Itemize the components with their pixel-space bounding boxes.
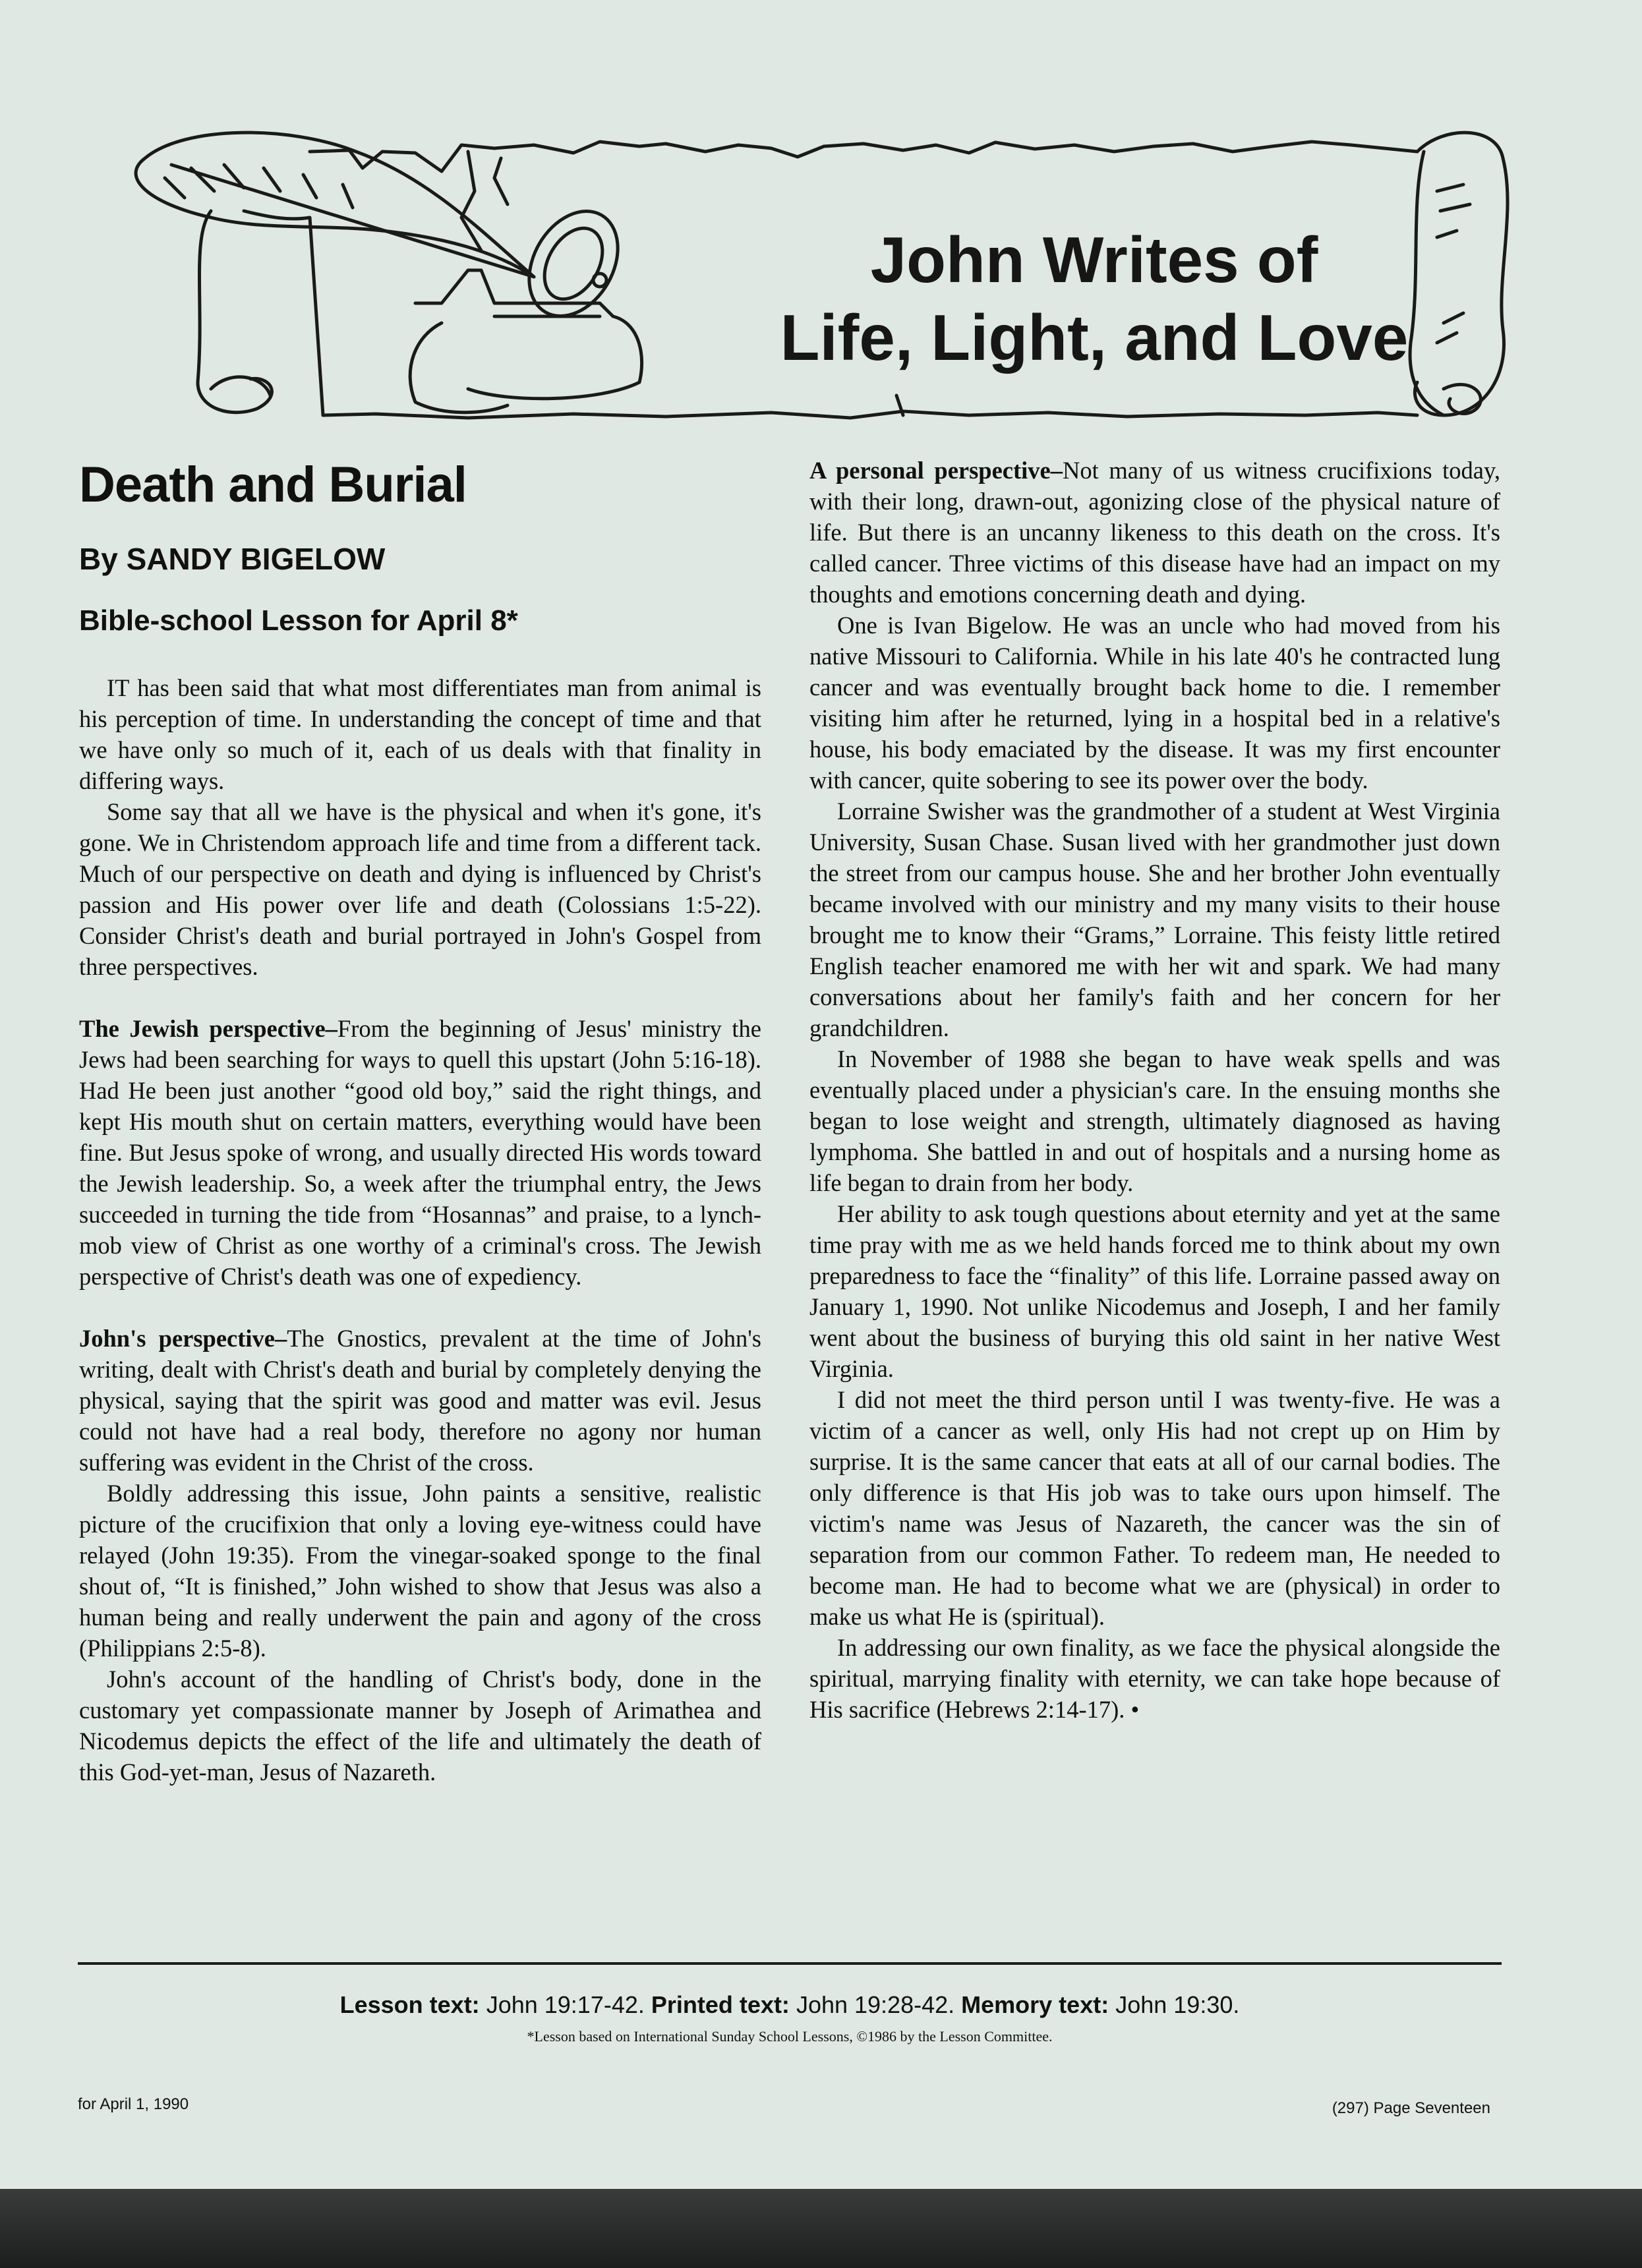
body-paragraph [809, 1043, 1500, 1198]
bottom-rule [78, 1962, 1502, 1965]
paragraph-text: Some say that all we have is the physical and when it's gone, it's gone. We in Christendom approach life and time from a different tack. Much of our perspective on death and dying is influenced by Christ's passion and His power over life and death (Colossians 1:5-22). Consider Christ's death and burial portrayed in John's Gospel from three perspectives. [79, 798, 761, 980]
paragraph-text: One is Ivan Bigelow. He was an uncle who had moved from his native Missouri to California. While in his late 40's he contracted lung cancer and was eventually brought back home to die. I remember visiting him after he returned, lying in a hospital bed in a relative's house, his body emaciated by the disease. It was my first encounter with cancer, quite sobering to see its power over the body. [809, 612, 1500, 794]
body-paragraph [79, 1478, 761, 1664]
paragraph-text: Her ability to ask tough questions about eternity and yet at the same time pray with me as we held hands forced me to think about my own preparedness to face the “finality” of this life. Lorraine passed away on January 1, 1990. Not unlike Nicodemus and Joseph, I and her family went about the business of burying this old saint in her native West Virginia. [809, 1200, 1500, 1382]
body-paragraph [79, 796, 761, 982]
paragraph-text: The Gnostics, prevalent at the time of John's writing, dealt with Christ's death and burial by completely denying the physical, saying that the spirit was good and matter was evil. Jesus could not have had a real body, therefore no agony nor human suffering was evident in the Christ of the cross. [79, 1325, 761, 1476]
lesson-text-label: Lesson text: [339, 1991, 480, 2018]
paragraph-text: From the beginning of Jesus' ministry the Jews had been searching for ways to quell this upstart (John 5:16-18). Had He been just another “good old boy,” said the right things, and kept His mouth shut on certain matters, everything would have been fine. But Jesus spoke of wrong, and usually directed His words toward the Jewish leadership. So, a week after the triumphal entry, the Jews succeeded in turning the tide from “Hosannas” and praise, to a lynch-mob view of Christ as one worthy of a criminal's cross. The Jewish perspective of Christ's death was one of expediency. [79, 1015, 761, 1290]
article-headline: Death and Burial [79, 457, 467, 513]
paragraph-text: IT has been said that what most differentiates man from animal is his perception of time. In understanding the concept of time and that we have only so much of it, each of us deals with that finality in differing ways. [79, 674, 761, 794]
body-paragraph [809, 1632, 1500, 1725]
author-name: SANDY BIGELOW [126, 542, 386, 576]
title-banner [73, 105, 1516, 435]
page-edge-shadow [0, 2189, 1642, 2268]
paragraph-lead: The Jewish perspective– [79, 1015, 337, 1042]
body-paragraph [809, 1384, 1500, 1632]
paragraph-text: In addressing our own finality, as we face the physical alongside the spiritual, marrying finality with eternity, we can take hope because of His sacrifice (Hebrews 2:14-17). • [809, 1634, 1500, 1723]
paragraph-text: Boldly addressing this issue, John paints a sensitive, realistic picture of the crucifixion that only a loving eye-witness could have relayed (John 19:35). From the vinegar-soaked sponge to the final shout of, “It is finished,” John wished to show that Jesus was also a human being and really underwent the pain and agony of the cross (Philippians 2:5-8). [79, 1480, 761, 1662]
body-paragraph [809, 610, 1500, 796]
right-body-text [809, 455, 1500, 1725]
paragraph-text: John's account of the handling of Christ's body, done in the customary yet compassionate manner by Joseph of Arimathea and Nicodemus depicts the effect of the life and ultimately the death of this God-yet-man, Jesus of Nazareth. [79, 1666, 761, 1786]
memory-text-label: Memory text: [961, 1991, 1109, 2018]
printed-text-label: Printed text: [651, 1991, 790, 2018]
footer-date: for April 1, 1990 [78, 2095, 189, 2113]
banner-title-line2: Life, Light, and Love [780, 301, 1409, 374]
body-paragraph [79, 1664, 761, 1788]
paragraph-text: I did not meet the third person until I was twenty-five. He was a victim of a cancer as well, only His had not crept up on Him by surprise. It is the same cancer that eats at all of our carnal bodies. The only difference is that His job was to take ours upon himself. The victim's name was Jesus of Nazareth, the cancer was the sin of separation from our common Father. To redeem man, He needed to become man. He had to become what we are (physical) in order to make us what He is (spiritual). [809, 1386, 1500, 1630]
printed-text-value: John 19:28-42. [796, 1991, 955, 2018]
left-body-text [79, 672, 761, 1788]
byline-prefix: By [79, 542, 118, 576]
body-paragraph [79, 1323, 761, 1478]
lesson-text-value: John 19:17-42. [486, 1991, 645, 2018]
footer-page-number: (297) Page Seventeen [1332, 2099, 1490, 2117]
paragraph-text: In November of 1988 she began to have weak spells and was eventually placed under a physician's care. In the ensuing months she began to lose weight and strength, ultimately diagnosed as having lymphoma. She battled in and out of hospitals and a nursing home as life began to drain from her body. [809, 1045, 1500, 1196]
scripture-references [78, 1991, 1502, 2020]
paragraph-text: Not many of us witness crucifixions today, with their long, drawn-out, agonizing close of the physical nature of life. But there is an uncanny likeness to this death on the cross. It's called cancer. Three victims of this disease have had an impact on my thoughts and emotions concerning death and dying. [809, 457, 1500, 608]
lesson-subtitle: Bible-school Lesson for April 8* [79, 604, 518, 637]
paragraph-text: Lorraine Swisher was the grandmother of a student at West Virginia University, Susan Chase. Susan lived with her grandmother just down the street from our campus house. She and her brother John eventually became involved with our ministry and my many visits to their house brought me to know their “Grams,” Lorraine. This feisty little retired English teacher enamored me with her wit and spark. We had many conversations about her family's faith and her concern for her grandchildren. [809, 798, 1500, 1041]
body-paragraph [809, 796, 1500, 1043]
paragraph-lead: A personal perspective– [809, 457, 1063, 484]
banner-title-line1: John Writes of [870, 223, 1318, 296]
banner-title [666, 221, 1523, 376]
body-paragraph [79, 672, 761, 796]
footnote: *Lesson based on International Sunday School Lessons, ©1986 by the Lesson Committee. [527, 2028, 1053, 2045]
left-column [79, 455, 761, 1788]
memory-text-value: John 19:30. [1115, 1991, 1240, 2018]
body-paragraph [809, 455, 1500, 610]
right-column [809, 455, 1500, 1725]
paragraph-lead: John's perspective– [79, 1325, 287, 1352]
body-paragraph [79, 1013, 761, 1292]
body-paragraph [809, 1198, 1500, 1384]
byline [79, 540, 761, 577]
